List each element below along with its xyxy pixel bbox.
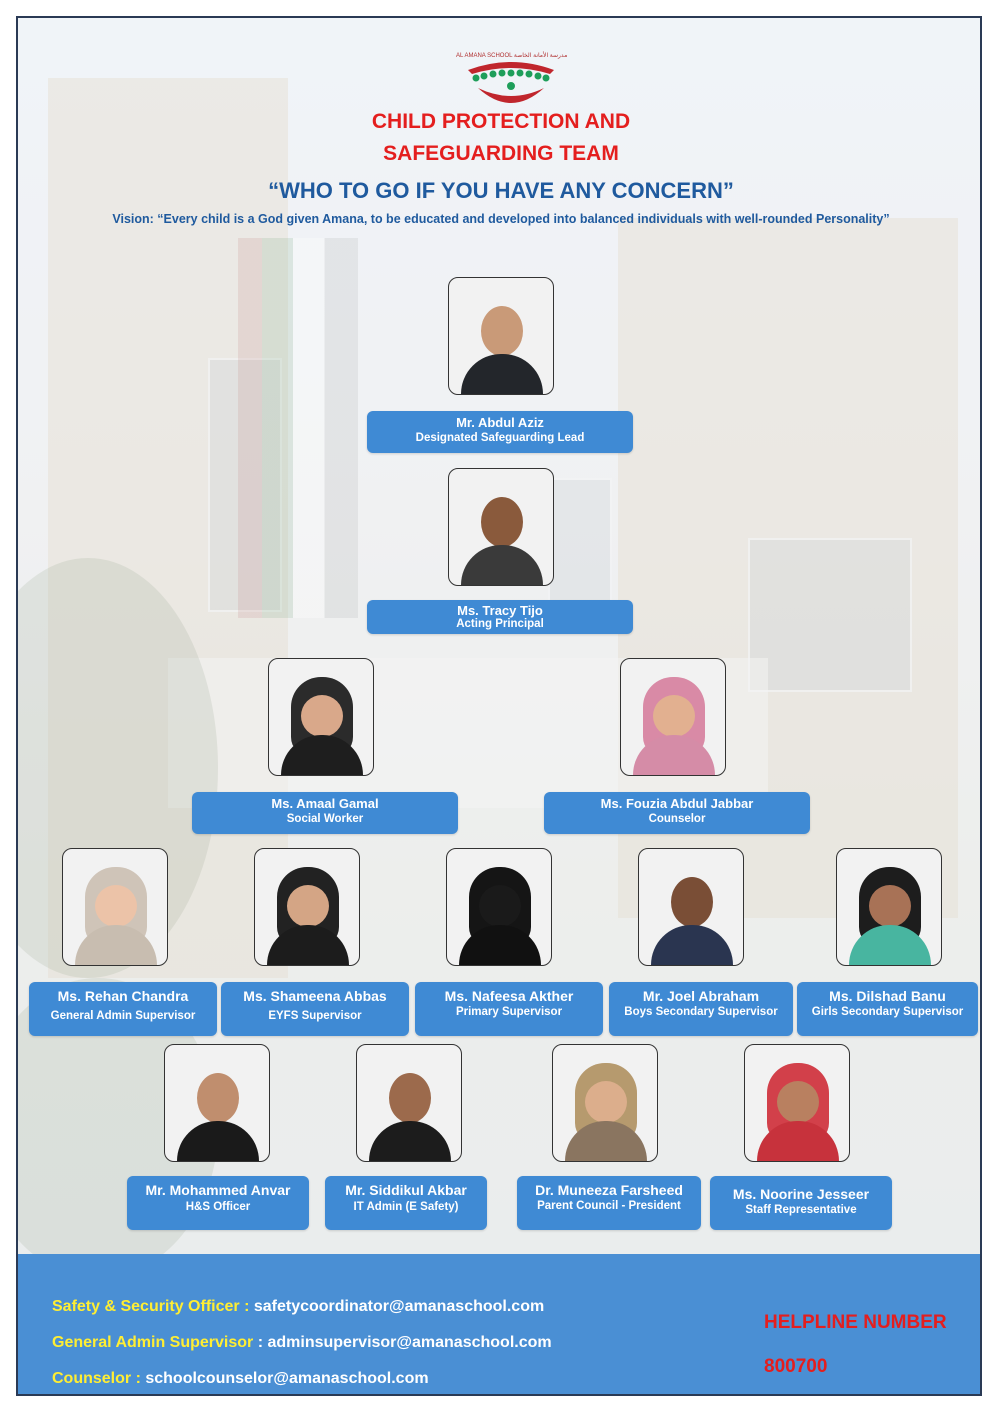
- member-photo: [254, 848, 360, 966]
- contact-safety: [52, 1298, 544, 1316]
- member-photo: [448, 277, 554, 395]
- member-label: [367, 600, 633, 634]
- member-label: [221, 982, 409, 1036]
- member-label: [797, 982, 978, 1036]
- member-label: [544, 792, 810, 834]
- school-logo-icon: [464, 60, 558, 116]
- member-name: Ms. Rehan Chandra: [57, 988, 189, 1004]
- member-role: Staff Representative: [745, 1204, 857, 1216]
- contact-admin-label: General Admin Supervisor: [52, 1334, 254, 1351]
- member-label: [29, 982, 217, 1036]
- member-label: [609, 982, 793, 1036]
- member-role: Acting Principal: [456, 618, 544, 630]
- school-logo: [456, 38, 566, 118]
- member-role: Primary Supervisor: [455, 1006, 563, 1018]
- member-photo: [356, 1044, 462, 1162]
- member-role: Designated Safeguarding Lead: [415, 432, 585, 444]
- member-role: Boys Secondary Supervisor: [624, 1006, 778, 1018]
- member-name: Mr. Abdul Aziz: [456, 415, 544, 430]
- member-name: Ms. Noorine Jesseer: [732, 1186, 870, 1202]
- member-name: Dr. Muneeza Farsheed: [535, 1182, 683, 1198]
- vision-statement: Vision: “Every child is a God given Amana, to be educated and developed into balanced individuals with well-rounded Personality”: [112, 212, 890, 226]
- member-role: EYFS Supervisor: [268, 1010, 362, 1022]
- contact-counselor-email[interactable]: schoolcounselor@amanaschool.com: [145, 1370, 429, 1387]
- page-title-line-1: CHILD PROTECTION AND: [371, 110, 631, 133]
- member-label: [415, 982, 603, 1036]
- member-photo: [620, 658, 726, 776]
- member-name: Ms. Tracy Tijo: [457, 603, 543, 618]
- member-label: [517, 1176, 701, 1230]
- member-label: [710, 1176, 892, 1230]
- member-label: [127, 1176, 309, 1230]
- member-role: H&S Officer: [185, 1201, 251, 1213]
- member-label: [192, 792, 458, 834]
- poster-frame: [16, 16, 982, 1396]
- member-name: Ms. Dilshad Banu: [829, 988, 946, 1004]
- page-subtitle: “WHO TO GO IF YOU HAVE ANY CONCERN”: [268, 178, 734, 203]
- member-photo: [638, 848, 744, 966]
- member-label: [367, 411, 633, 453]
- helpline-number: 800700: [764, 1356, 828, 1377]
- contact-safety-email[interactable]: safetycoordinator@amanaschool.com: [253, 1298, 545, 1315]
- member-role: Counselor: [648, 813, 706, 825]
- member-name: Ms. Amaal Gamal: [271, 796, 379, 811]
- member-name: Ms. Nafeesa Akther: [444, 988, 574, 1004]
- contact-safety-label: Safety & Security Officer :: [52, 1298, 250, 1315]
- member-role: Social Worker: [286, 813, 364, 825]
- member-photo: [268, 658, 374, 776]
- member-label: [325, 1176, 487, 1230]
- member-role: Girls Secondary Supervisor: [811, 1006, 964, 1018]
- member-photo: [552, 1044, 658, 1162]
- contact-footer: [18, 1254, 980, 1396]
- page-title-line-2: SAFEGUARDING TEAM: [383, 142, 619, 165]
- contact-admin-email[interactable]: : adminsupervisor@amanaschool.com: [257, 1334, 552, 1351]
- member-name: Mr. Mohammed Anvar: [145, 1182, 291, 1198]
- member-photo: [164, 1044, 270, 1162]
- member-photo: [744, 1044, 850, 1162]
- contact-counselor-label: Counselor :: [52, 1370, 141, 1387]
- member-name: Mr. Joel Abraham: [642, 988, 760, 1004]
- member-name: Ms. Shameena Abbas: [243, 988, 387, 1004]
- contact-counselor: [52, 1370, 429, 1388]
- member-role: General Admin Supervisor: [50, 1010, 196, 1022]
- member-photo: [448, 468, 554, 586]
- member-photo: [836, 848, 942, 966]
- member-photo: [446, 848, 552, 966]
- member-name: Ms. Fouzia Abdul Jabbar: [600, 796, 754, 811]
- school-logo-text: AL AMANA SCHOOL مدرسة الأمانة الخاصة: [456, 53, 568, 59]
- helpline-label: HELPLINE NUMBER: [764, 1312, 947, 1333]
- member-name: Mr. Siddikul Akbar: [345, 1182, 467, 1198]
- member-role: IT Admin (E Safety): [353, 1201, 459, 1213]
- contact-admin: [52, 1334, 552, 1352]
- member-role: Parent Council - President: [537, 1200, 681, 1212]
- member-photo: [62, 848, 168, 966]
